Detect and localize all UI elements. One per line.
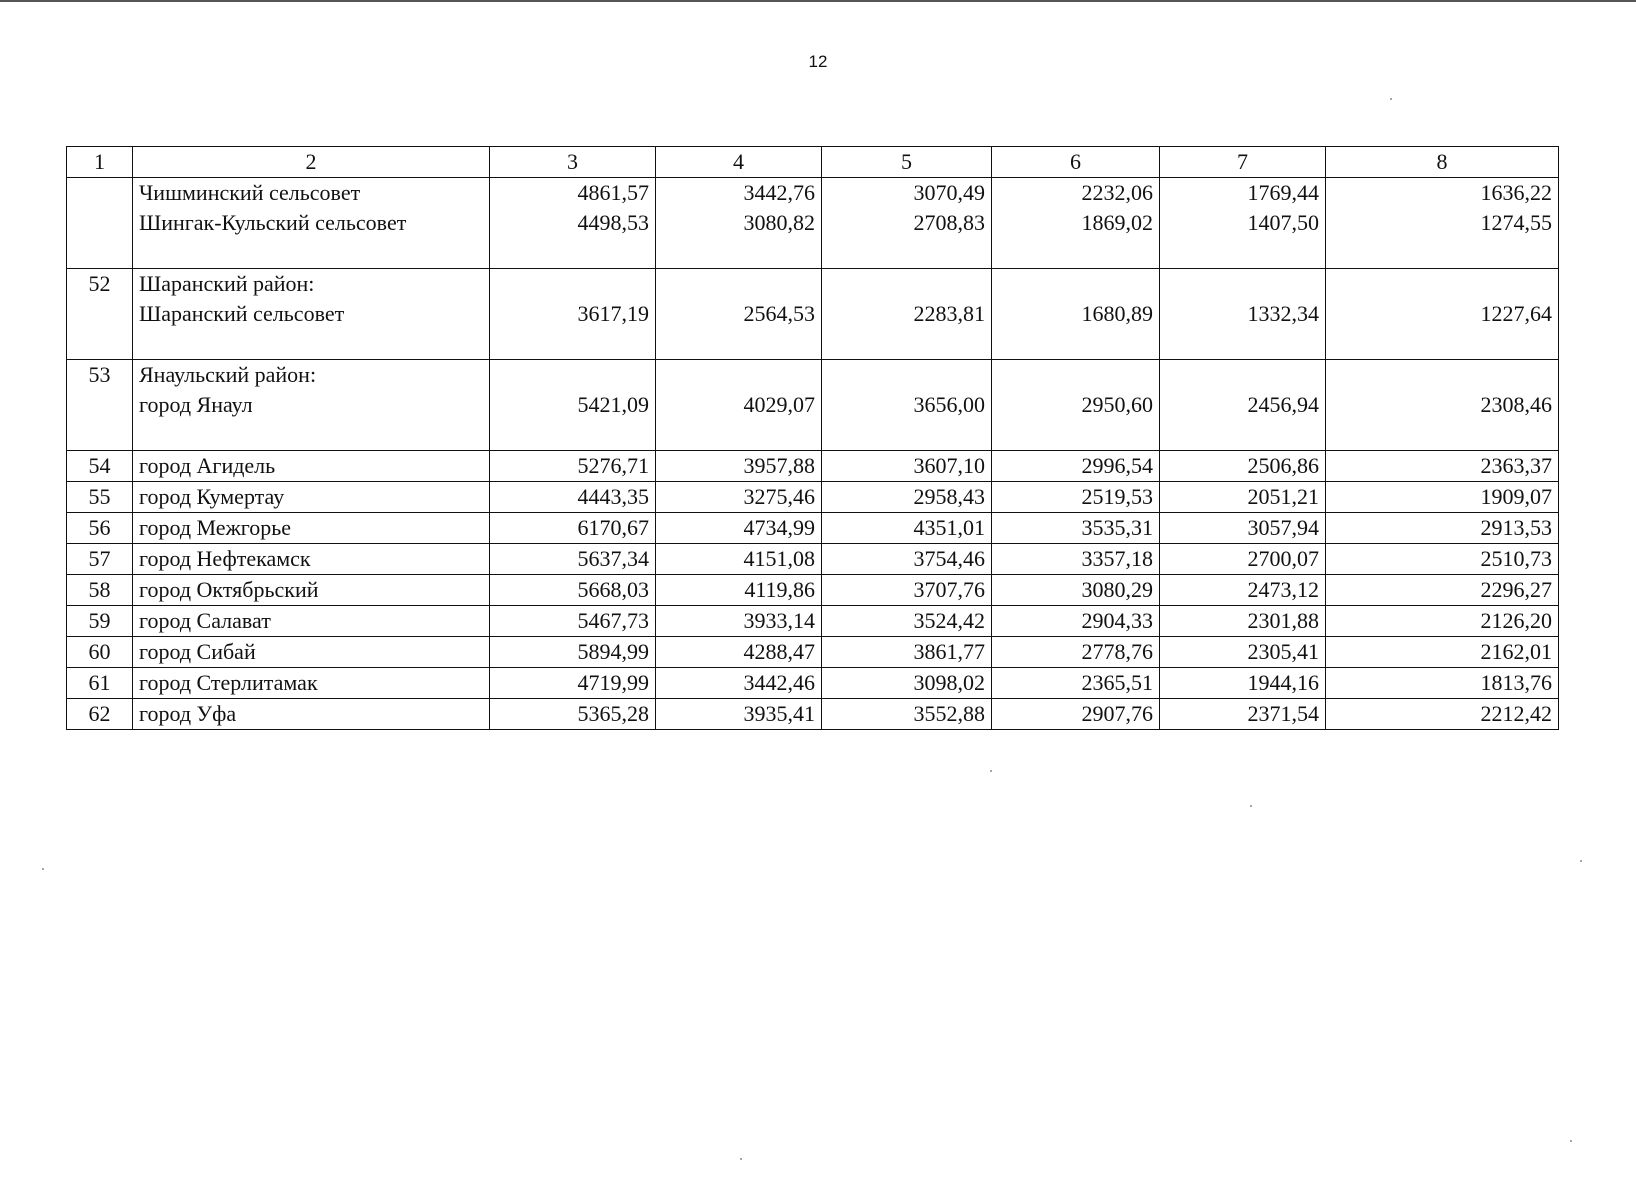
value-line: 4498,53: [577, 210, 649, 235]
row-number: 57: [67, 544, 133, 575]
row-name: город Октябрьский: [133, 575, 490, 606]
table-row: [67, 513, 1559, 544]
header-cell: 4: [656, 147, 822, 178]
value-cell: 2162,01: [1326, 637, 1559, 668]
value-cell: 3552,88: [822, 699, 992, 730]
value-cell: 3707,76: [822, 575, 992, 606]
value-cell: 6170,67: [490, 513, 656, 544]
value-cell: 3754,46: [822, 544, 992, 575]
value-cell: 2473,12: [1160, 575, 1326, 606]
row-name: город Межгорье: [133, 513, 490, 544]
row-name: [133, 360, 490, 451]
value-cell: [1326, 178, 1559, 269]
table-row: [67, 544, 1559, 575]
value-cell: 2506,86: [1160, 451, 1326, 482]
value-cell: 2700,07: [1160, 544, 1326, 575]
value-cell: 5421,09: [490, 360, 656, 451]
value-cell: 2564,53: [656, 269, 822, 360]
value-cell: 5668,03: [490, 575, 656, 606]
header-cell: 7: [1160, 147, 1326, 178]
value-cell: [992, 178, 1160, 269]
value-cell: 2510,73: [1326, 544, 1559, 575]
value-cell: 3656,00: [822, 360, 992, 451]
value-cell: [1160, 178, 1326, 269]
value-cell: 4351,01: [822, 513, 992, 544]
value-line: 4861,57: [577, 180, 649, 205]
table-row: [67, 451, 1559, 482]
scan-speck: [1390, 98, 1392, 100]
scan-speck: [1250, 805, 1252, 807]
row-name-line: Чишминский сельсовет: [139, 180, 361, 205]
value-cell: 4443,35: [490, 482, 656, 513]
value-cell: 4734,99: [656, 513, 822, 544]
scan-speck: [990, 770, 992, 772]
value-cell: 1813,76: [1326, 668, 1559, 699]
value-cell: 3935,41: [656, 699, 822, 730]
value-cell: 2778,76: [992, 637, 1160, 668]
value-cell: 3442,46: [656, 668, 822, 699]
value-cell: 5365,28: [490, 699, 656, 730]
value-cell: 4151,08: [656, 544, 822, 575]
row-name-line: Шаранский район:: [139, 271, 315, 296]
value-cell: 3861,77: [822, 637, 992, 668]
row-name: город Стерлитамак: [133, 668, 490, 699]
value-cell: 1680,89: [992, 269, 1160, 360]
value-line: 1769,44: [1247, 180, 1319, 205]
row-name: город Кумертау: [133, 482, 490, 513]
row-number: 53: [67, 360, 133, 451]
header-cell: 6: [992, 147, 1160, 178]
value-cell: 2913,53: [1326, 513, 1559, 544]
value-line: 2232,06: [1081, 180, 1153, 205]
header-cell: 2: [133, 147, 490, 178]
value-cell: 2456,94: [1160, 360, 1326, 451]
value-cell: 1909,07: [1326, 482, 1559, 513]
value-line: 1274,55: [1480, 210, 1552, 235]
scan-top-border: [0, 0, 1636, 2]
value-cell: 4029,07: [656, 360, 822, 451]
row-number: 62: [67, 699, 133, 730]
value-cell: 2283,81: [822, 269, 992, 360]
value-cell: 2958,43: [822, 482, 992, 513]
value-cell: 2308,46: [1326, 360, 1559, 451]
value-cell: 2212,42: [1326, 699, 1559, 730]
value-cell: 2296,27: [1326, 575, 1559, 606]
value-cell: 2907,76: [992, 699, 1160, 730]
row-number: [67, 178, 133, 269]
row-number: 58: [67, 575, 133, 606]
table-row: [67, 637, 1559, 668]
value-cell: 2126,20: [1326, 606, 1559, 637]
header-cell: 5: [822, 147, 992, 178]
tariff-table: [66, 146, 1559, 730]
value-cell: [656, 178, 822, 269]
table-row: [67, 482, 1559, 513]
header-cell: 8: [1326, 147, 1559, 178]
table-row: [67, 269, 1559, 360]
header-row: [67, 147, 1559, 178]
value-cell: [822, 178, 992, 269]
value-cell: 1227,64: [1326, 269, 1559, 360]
value-cell: 3524,42: [822, 606, 992, 637]
value-cell: 1944,16: [1160, 668, 1326, 699]
row-name-line: город Янаул: [139, 392, 253, 417]
value-cell: 3933,14: [656, 606, 822, 637]
value-cell: 2904,33: [992, 606, 1160, 637]
value-cell: 3275,46: [656, 482, 822, 513]
table-header: [67, 147, 1559, 178]
page-number: 12: [808, 52, 828, 71]
value-cell: [490, 178, 656, 269]
table-row: [67, 699, 1559, 730]
table-row: [67, 360, 1559, 451]
value-cell: 2519,53: [992, 482, 1160, 513]
value-cell: 3535,31: [992, 513, 1160, 544]
value-cell: 2365,51: [992, 668, 1160, 699]
value-cell: 5637,34: [490, 544, 656, 575]
value-cell: 3080,29: [992, 575, 1160, 606]
table-body: [67, 178, 1559, 730]
row-number: 55: [67, 482, 133, 513]
value-cell: 5894,99: [490, 637, 656, 668]
row-number: 54: [67, 451, 133, 482]
value-cell: 5276,71: [490, 451, 656, 482]
scan-speck: [740, 1158, 742, 1160]
row-name: [133, 269, 490, 360]
table-row: [67, 178, 1559, 269]
value-line: 3442,76: [743, 180, 815, 205]
header-cell: 3: [490, 147, 656, 178]
row-number: 60: [67, 637, 133, 668]
value-cell: 3057,94: [1160, 513, 1326, 544]
value-cell: 3098,02: [822, 668, 992, 699]
row-name: [133, 178, 490, 269]
value-cell: 4288,47: [656, 637, 822, 668]
value-line: 1869,02: [1081, 210, 1153, 235]
value-cell: 3357,18: [992, 544, 1160, 575]
row-number: 52: [67, 269, 133, 360]
value-line: 1407,50: [1247, 210, 1319, 235]
value-line: 3080,82: [743, 210, 815, 235]
row-name: город Сибай: [133, 637, 490, 668]
value-cell: 3607,10: [822, 451, 992, 482]
row-name: город Нефтекамск: [133, 544, 490, 575]
scan-speck: [1570, 1140, 1572, 1142]
scan-speck: [42, 868, 44, 870]
row-name: город Уфа: [133, 699, 490, 730]
row-name-line: Шингак-Кульский сельсовет: [139, 210, 407, 235]
value-cell: 1332,34: [1160, 269, 1326, 360]
row-name: город Агидель: [133, 451, 490, 482]
table-row: [67, 575, 1559, 606]
row-name-line: Янаульский район:: [139, 362, 317, 387]
row-number: 61: [67, 668, 133, 699]
value-cell: 4119,86: [656, 575, 822, 606]
row-name-line: Шаранский сельсовет: [139, 301, 345, 326]
value-cell: 2996,54: [992, 451, 1160, 482]
header-cell: 1: [67, 147, 133, 178]
scan-speck: [1580, 860, 1582, 862]
value-cell: 5467,73: [490, 606, 656, 637]
row-number: 56: [67, 513, 133, 544]
value-cell: 2051,21: [1160, 482, 1326, 513]
value-line: 2708,83: [913, 210, 985, 235]
row-name: город Салават: [133, 606, 490, 637]
value-cell: 2305,41: [1160, 637, 1326, 668]
value-cell: 3957,88: [656, 451, 822, 482]
value-line: 3070,49: [913, 180, 985, 205]
table-row: [67, 668, 1559, 699]
value-cell: 3617,19: [490, 269, 656, 360]
value-line: 1636,22: [1480, 180, 1552, 205]
value-cell: 2950,60: [992, 360, 1160, 451]
table-row: [67, 606, 1559, 637]
value-cell: 2363,37: [1326, 451, 1559, 482]
value-cell: 4719,99: [490, 668, 656, 699]
row-number: 59: [67, 606, 133, 637]
value-cell: 2301,88: [1160, 606, 1326, 637]
value-cell: 2371,54: [1160, 699, 1326, 730]
